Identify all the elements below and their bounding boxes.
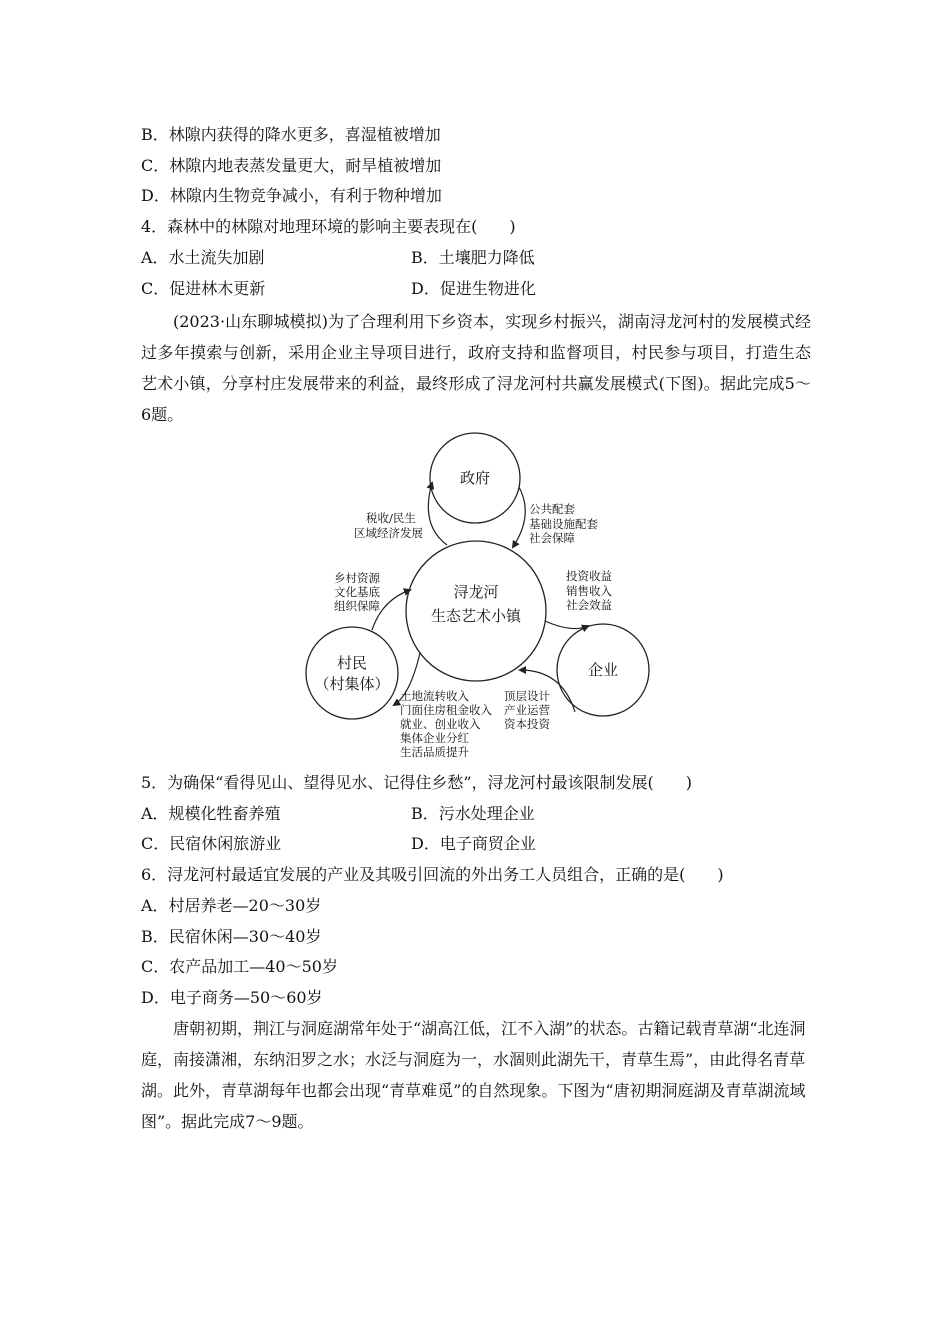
svg-text:顶层设计: 顶层设计: [504, 689, 550, 703]
q3-option-b: B．林隙内获得的降水更多，喜湿植被增加: [141, 125, 441, 144]
svg-text:社会效益: 社会效益: [566, 598, 612, 612]
arrow-town-to-government: [428, 483, 447, 545]
q4-option-b: B．土壤肥力降低: [411, 248, 535, 267]
passage-dongting: 唐朝初期，荆江与洞庭湖常年处于“湖高江低，江不入湖”的状态。古籍记载青草湖“北连洞庭，南接潇湘，东纳汨罗之水；水泛与洞庭为一，水涸则此湖先干，青草生焉”，由此得名青草湖。此外，青草湖每年也都会出现“青草难觅”的自然现象。下图为“唐初期洞庭湖及青草湖流域图”。据此完成7～9题。: [141, 1019, 806, 1131]
label-enterprise-to-town: [504, 689, 550, 731]
development-model-diagram: [0, 425, 950, 765]
q3-option-c: C．林隙内地表蒸发量更大，耐旱植被增加: [141, 156, 442, 175]
villager-label-2: （村集体）: [314, 675, 390, 693]
q5-option-c: C．民宿休闲旅游业: [141, 834, 282, 853]
svg-text:就业、创业收入: 就业、创业收入: [400, 717, 481, 731]
q5-option-a: A．规模化牲畜养殖: [141, 804, 281, 823]
government-label: 政府: [459, 469, 491, 487]
svg-text:基础设施配套: 基础设施配套: [529, 517, 598, 531]
town-label-1: 浔龙河: [453, 583, 499, 601]
q6-option-c: C．农产品加工—40～50岁: [141, 957, 338, 976]
villager-node: [306, 627, 398, 719]
villager-label-1: 村民: [336, 654, 368, 672]
q4-option-d: D．促进生物进化: [411, 279, 536, 298]
svg-text:组织保障: 组织保障: [334, 599, 380, 613]
svg-text:产业运营: 产业运营: [504, 703, 550, 717]
svg-text:税收/民生: 税收/民生: [366, 511, 416, 525]
q4-option-c: C．促进林木更新: [141, 279, 266, 298]
q5-option-d: D．电子商贸企业: [411, 834, 536, 853]
svg-text:公共配套: 公共配套: [529, 502, 575, 516]
svg-text:门面住房租金收入: 门面住房租金收入: [400, 703, 492, 717]
label-villager-to-town: [334, 571, 380, 613]
svg-text:生活品质提升: 生活品质提升: [400, 745, 469, 759]
label-town-to-enterprise: [566, 569, 612, 612]
q5-option-b: B．污水处理企业: [411, 804, 535, 823]
svg-text:乡村资源: 乡村资源: [334, 571, 380, 585]
q4-option-a: A．水土流失加剧: [141, 248, 265, 267]
arrow-government-to-town: [513, 487, 525, 547]
label-town-to-villager: [400, 689, 492, 759]
q5-stem: 5．为确保“看得见山、望得见水、记得住乡愁”，浔龙河村最该限制发展( ): [141, 773, 693, 792]
svg-text:投资收益: 投资收益: [566, 569, 612, 583]
svg-text:销售收入: 销售收入: [566, 584, 612, 598]
enterprise-label: 企业: [587, 661, 619, 679]
svg-text:社会保障: 社会保障: [529, 531, 575, 545]
q3-option-d: D．林隙内生物竞争减小，有利于物种增加: [141, 186, 442, 205]
arrow-town-to-enterprise: [545, 621, 588, 629]
q6-option-b: B．民宿休闲—30～40岁: [141, 927, 322, 946]
town-label-2: 生态艺术小镇: [430, 607, 522, 625]
svg-text:土地流转收入: 土地流转收入: [400, 689, 469, 703]
svg-text:集体企业分红: 集体企业分红: [400, 731, 469, 745]
label-town-to-government: [354, 511, 423, 540]
q6-stem: 6．浔龙河村最适宜发展的产业及其吸引回流的外出务工人员组合，正确的是( ): [141, 865, 724, 884]
q6-option-d: D．电子商务—50～60岁: [141, 988, 323, 1007]
label-government-to-town: [529, 502, 598, 545]
q4-stem: 4．森林中的林隙对地理环境的影响主要表现在( ): [141, 217, 516, 236]
svg-text:资本投资: 资本投资: [504, 717, 550, 731]
svg-text:区域经济发展: 区域经济发展: [354, 526, 423, 540]
svg-text:文化基底: 文化基底: [334, 585, 380, 599]
q6-option-a: A．村居养老—20～30岁: [141, 896, 322, 915]
passage-xunlonghe: (2023·山东聊城模拟)为了合理利用下乡资本，实现乡村振兴，湖南浔龙河村的发展模式经过多年摸索与创新，采用企业主导项目进行，政府支持和监督项目，村民参与项目，打造生态艺术小镇，分享村庄发展带来的利益，最终形成了浔龙河村共赢发展模式(下图)。据此完成5～6题。: [141, 312, 811, 424]
